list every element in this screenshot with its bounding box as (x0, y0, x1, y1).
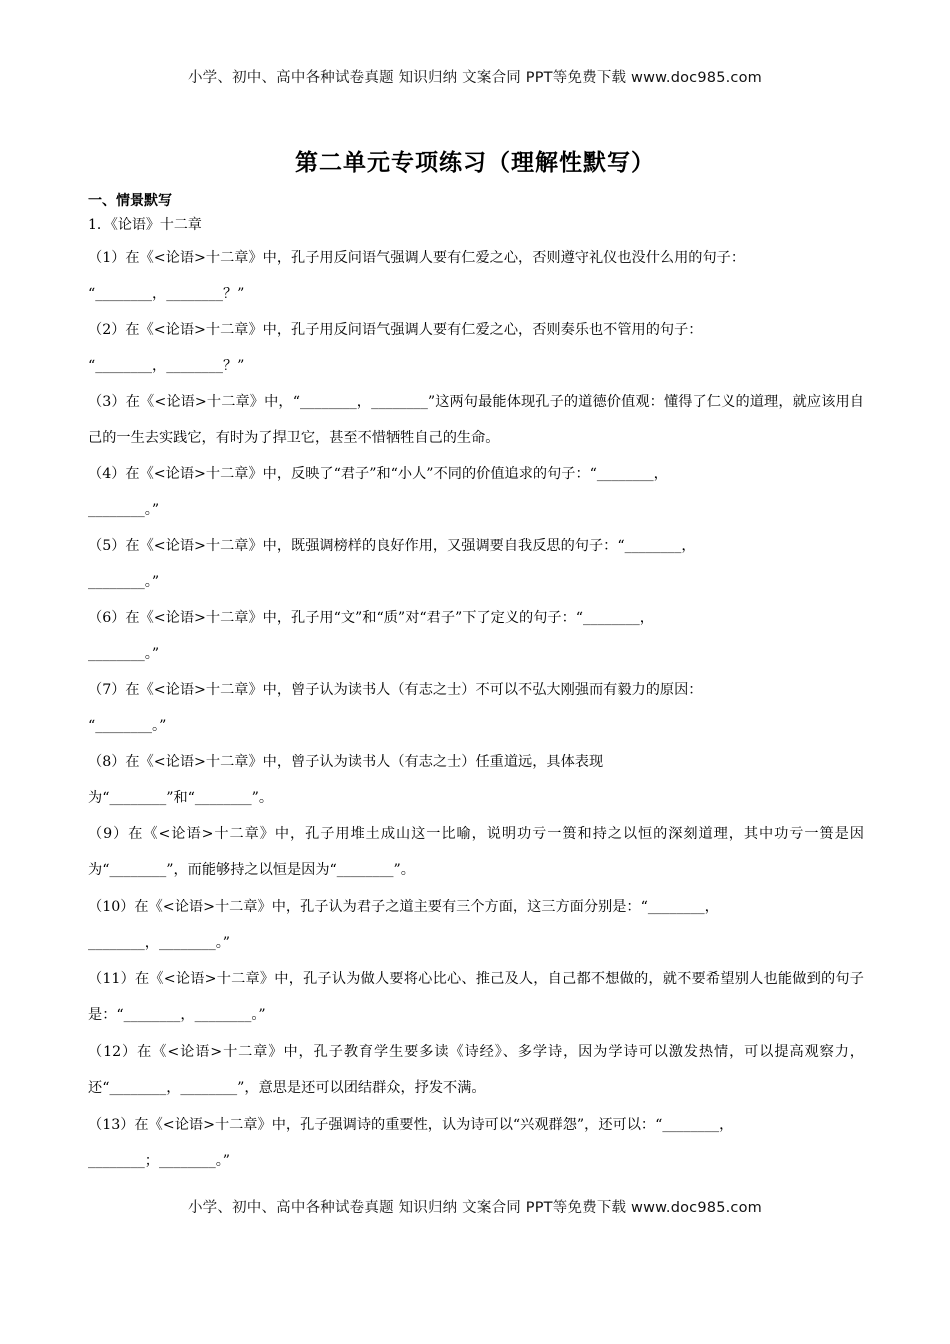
question-item-1: （1）在《<论语>十二章》中，孔子用反问语气强调人要有仁爱之心，否则遵守礼仪也没什么用的句子： “________，________？” (88, 250, 746, 302)
question-item-3: （3）在《<论语>十二章》中，“________，________”这两句最能体现孔子的道德价值观：懂得了仁义的道理，就应该用自己的一生去实践它，有时为了捍卫它，甚至不惜牺牲自己的生命。 (88, 394, 864, 446)
footer-banner: 小学、初中、高中各种试卷真题 知识归纳 文案合同 PPT等免费下载 www.doc985.com (187, 1200, 763, 1216)
question-item-2: （2）在《<论语>十二章》中，孔子用反问语气强调人要有仁爱之心，否则奏乐也不管用的句子： “________，________？” (88, 322, 703, 374)
header-banner: 小学、初中、高中各种试卷真题 知识归纳 文案合同 PPT等免费下载 www.doc985.com (187, 70, 763, 86)
question-item-7: （7）在《<论语>十二章》中，曾子认为读书人（有志之士）不可以不弘大刚强而有毅力的原因： “________。” (88, 682, 703, 734)
question-item-5: （5）在《<论语>十二章》中，既强调榜样的良好作用，又强调要自我反思的句子：“________， ________。” (88, 538, 696, 590)
question-item-11: （11）在《<论语>十二章》中，孔子认为做人要将心比心、推己及人，自己都不想做的，就不要希望别人也能做到的句子是：“________，________。” (88, 971, 864, 1023)
question-intro: 1．《论语》十二章 (88, 217, 202, 233)
question-item-6: （6）在《<论语>十二章》中，孔子用“文”和“质”对“君子”下了定义的句子：“________， ________。” (88, 610, 654, 662)
page-title: 第二单元专项练习（理解性默写） (295, 150, 655, 176)
question-item-10: （10）在《<论语>十二章》中，孔子认为君子之道主要有三个方面，这三方面分别是：“________， ________，________。” (88, 899, 719, 951)
question-item-13: （13）在《<论语>十二章》中，孔子强调诗的重要性，认为诗可以“兴观群怨”，还可以：“________， ________；________。” (88, 1117, 734, 1169)
section-heading: 一、情景默写 (88, 193, 172, 209)
question-item-4: （4）在《<论语>十二章》中，反映了“君子”和“小人”不同的价值追求的句子：“________， ________。” (88, 466, 668, 518)
question-item-9: （9）在《<论语>十二章》中，孔子用堆土成山这一比喻，说明功亏一篑和持之以恒的深刻道理，其中功亏一篑是因为“________”，而能够持之以恒是因为“________”。 (88, 826, 864, 878)
question-item-12: （12）在《<论语>十二章》中，孔子教育学生要多读《诗经》、多学诗，因为学诗可以激发热情，可以提高观察力，还“________，________”，意思是还可以团结群众，抒发不满。 (88, 1044, 864, 1096)
question-item-8: （8）在《<论语>十二章》中，曾子认为读书人（有志之士）任重道远，具体表现 为“________”和“________”。 (88, 754, 604, 806)
